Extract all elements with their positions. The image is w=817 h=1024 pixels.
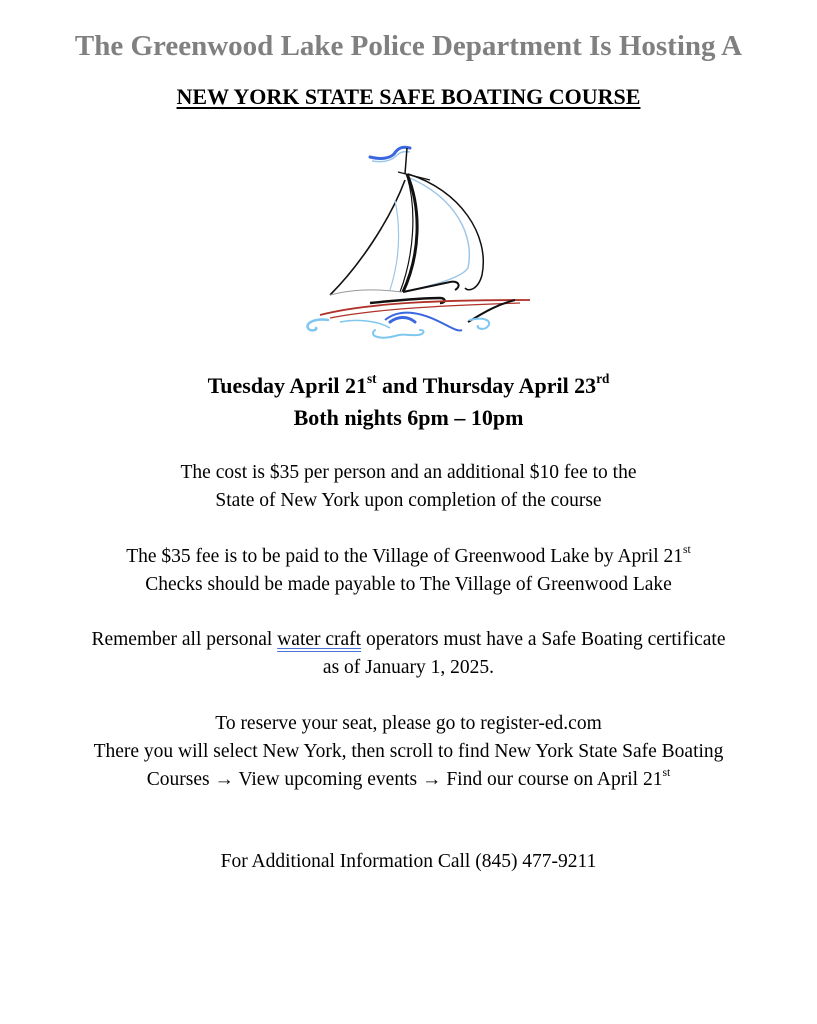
sailboat-icon bbox=[290, 140, 530, 340]
course-heading bbox=[0, 82, 817, 112]
registration-line-2: There you will select New York, then scroll to find New York State Safe Boating bbox=[93, 741, 724, 762]
grammar-flag-water-craft[interactable]: water craft bbox=[277, 629, 362, 650]
payment-line-2: Checks should be made payable to The Village of Greenwood Lake bbox=[145, 574, 672, 595]
ordinal-suffix: st bbox=[682, 542, 691, 556]
registration-line-1: To reserve your seat, please go to register-ed.com bbox=[215, 713, 602, 734]
requirement-text-post: operators must have a Safe Boating certificate bbox=[361, 629, 726, 650]
cost-paragraph bbox=[0, 459, 817, 515]
course-heading-text: NEW YORK STATE SAFE BOATING COURSE bbox=[176, 84, 641, 109]
schedule-days bbox=[0, 370, 817, 402]
ordinal-suffix: rd bbox=[596, 370, 610, 386]
requirement-paragraph bbox=[0, 626, 817, 682]
requirement-line-1 bbox=[0, 626, 817, 654]
cost-line-1: The cost is $35 per person and an additional $10 fee to the bbox=[180, 462, 637, 483]
contact-info: For Additional Information Call (845) 477-9211 bbox=[220, 851, 597, 872]
payment-deadline-text: The $35 fee is to be paid to the Village of Greenwood Lake by April 21 bbox=[126, 546, 683, 567]
requirement-text-pre: Remember all personal bbox=[91, 629, 278, 650]
flyer-title: The Greenwood Lake Police Department Is Hosting A bbox=[74, 30, 743, 62]
registration-paragraph bbox=[0, 710, 817, 794]
ordinal-suffix: st bbox=[662, 765, 671, 779]
schedule-dates bbox=[0, 370, 817, 434]
payment-line-1 bbox=[0, 543, 817, 571]
payment-paragraph bbox=[0, 543, 817, 599]
date-tuesday: Tuesday April 21 bbox=[207, 373, 367, 398]
ordinal-suffix: st bbox=[366, 370, 377, 386]
registration-line-3 bbox=[0, 766, 817, 794]
requirement-line-2: as of January 1, 2025. bbox=[322, 657, 495, 678]
registration-steps: Courses → View upcoming events → Find our course on April 21 bbox=[146, 769, 663, 790]
date-thursday: and Thursday April 23 bbox=[376, 373, 597, 398]
schedule-times: Both nights 6pm – 10pm bbox=[293, 405, 524, 430]
cost-line-2: State of New York upon completion of the course bbox=[215, 490, 602, 511]
